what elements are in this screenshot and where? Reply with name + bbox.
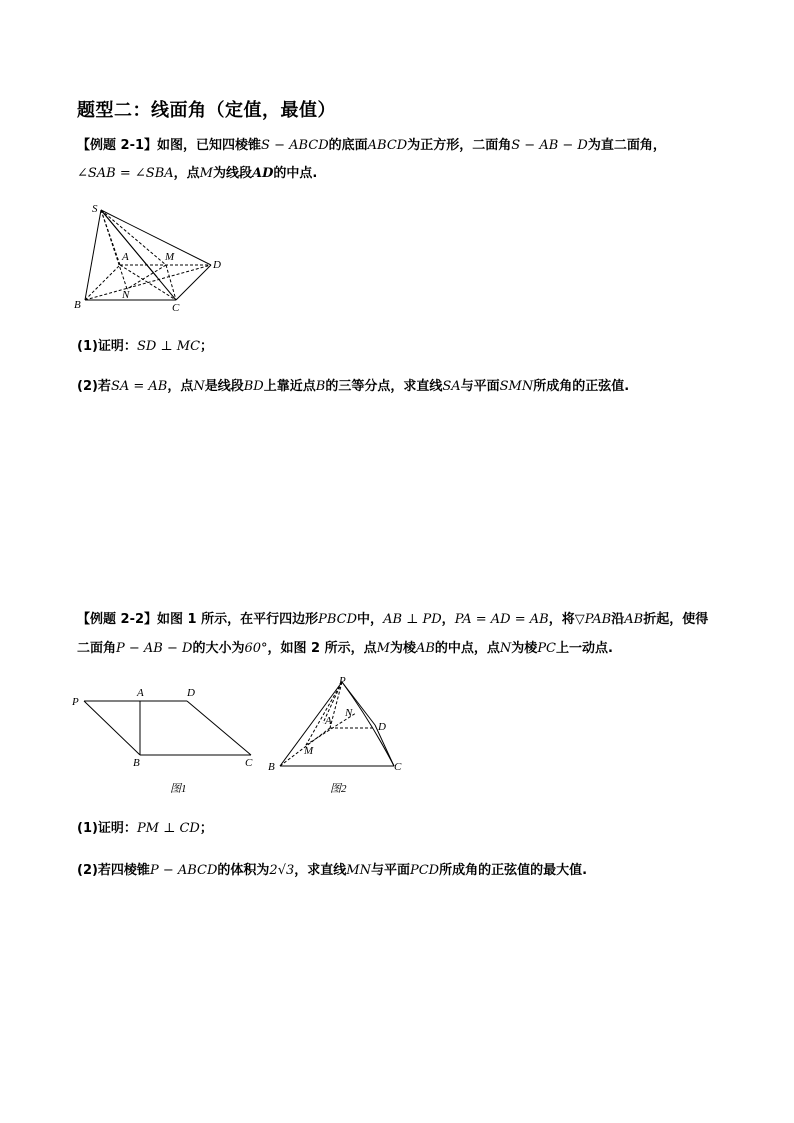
- math: M: [376, 641, 390, 656]
- pyramid-figure-2: [266, 672, 412, 798]
- text: 的体积为: [217, 863, 270, 878]
- pyramid-figure-sabcd: [70, 198, 230, 316]
- label-d: D: [213, 259, 221, 271]
- text: 所成角的正弦值的最大值.: [439, 863, 588, 878]
- text: 的三等分点，求直线: [325, 379, 443, 394]
- text: 的中点，点: [434, 641, 500, 656]
- math: MN: [346, 863, 371, 878]
- text: 为线段: [212, 166, 252, 181]
- text: ；: [199, 821, 213, 836]
- example2-line1: [77, 608, 708, 627]
- math: AB: [624, 612, 644, 627]
- fig2-label-p: P: [339, 675, 346, 687]
- fig2-label-m: M: [304, 745, 314, 757]
- fig2-label-a: A: [325, 715, 332, 727]
- math: M: [199, 166, 213, 181]
- text: 沿: [611, 612, 625, 627]
- math: 2√3: [269, 863, 295, 878]
- text: (1)证明：: [77, 339, 137, 354]
- fig1-label-d: D: [187, 687, 195, 699]
- example1-line2: [77, 162, 317, 181]
- label-a: A: [122, 251, 129, 263]
- text: 如图 1 所示，在平行四边形: [157, 612, 319, 627]
- fig2-label-n: N: [345, 707, 353, 719]
- math: N: [499, 641, 512, 656]
- text: (2)若: [77, 379, 111, 394]
- math: ∠SAB = ∠SBA: [77, 166, 174, 181]
- text: ，点: [167, 379, 194, 394]
- text: 与平面: [460, 379, 500, 394]
- label-m: M: [165, 251, 175, 263]
- math: PBCD: [318, 612, 358, 627]
- math: PA = AD = AB: [454, 612, 549, 627]
- text: 二面角: [77, 641, 117, 656]
- example1-question2: [77, 375, 629, 394]
- example1-question1: [77, 335, 213, 354]
- text: ，点: [173, 166, 200, 181]
- math: 60°: [244, 641, 268, 656]
- math: S − AB − D: [511, 138, 588, 153]
- math: P − ABCD: [149, 863, 218, 878]
- math: PM ⊥ CD: [136, 821, 200, 836]
- parallelogram-figure-1: [66, 682, 266, 798]
- text: ，: [441, 612, 455, 627]
- label-n: N: [122, 289, 130, 301]
- math: B: [315, 379, 326, 394]
- math: AD: [251, 166, 274, 181]
- example1-tag: 【例题 2-1】: [77, 138, 158, 153]
- example2-line2: [77, 637, 613, 656]
- example2-question2: [77, 859, 587, 878]
- text: 为直二面角，: [587, 138, 666, 153]
- section-title: 题型二：线面角（定值，最值）: [77, 100, 336, 121]
- text: 的中点.: [273, 166, 318, 181]
- math: ABCD: [367, 138, 408, 153]
- math: P − AB − D: [116, 641, 193, 656]
- text: 如图，已知四棱锥: [157, 138, 262, 153]
- label-b: B: [74, 299, 81, 311]
- fig1-label-p: P: [72, 696, 79, 708]
- math: AB: [415, 641, 435, 656]
- text: 的底面: [328, 138, 368, 153]
- math: SD ⊥ MC: [136, 339, 201, 354]
- text: (1)证明：: [77, 821, 137, 836]
- text: (2)若四棱锥: [77, 863, 150, 878]
- text: 的大小为: [192, 641, 245, 656]
- math: BD: [243, 379, 264, 394]
- example1-line1: [77, 134, 666, 153]
- text: ，求直线: [294, 863, 347, 878]
- math: SA = AB: [110, 379, 168, 394]
- text: 折起，使得: [643, 612, 709, 627]
- example2-question1: [77, 817, 213, 836]
- math: PC: [537, 641, 557, 656]
- fig1-label-a: A: [137, 687, 144, 699]
- text: ；: [200, 339, 214, 354]
- fig1-caption: 图1: [170, 783, 187, 795]
- text: ，如图 2 所示，点: [267, 641, 377, 656]
- fig2-caption: 图2: [330, 783, 347, 795]
- text: 与平面: [370, 863, 410, 878]
- math: SMN: [499, 379, 534, 394]
- text: 上靠近点: [263, 379, 316, 394]
- text: ，将: [548, 612, 575, 627]
- text: 上一动点.: [556, 641, 613, 656]
- math: AB ⊥ PD: [383, 612, 442, 627]
- fig2-label-c: C: [394, 761, 402, 773]
- example2-tag: 【例题 2-2】: [77, 612, 158, 627]
- math: N: [193, 379, 205, 394]
- fig2-label-b: B: [268, 761, 275, 773]
- text: 为棱: [389, 641, 416, 656]
- math: SA: [442, 379, 461, 394]
- math: PCD: [409, 863, 440, 878]
- label-s: S: [92, 203, 98, 215]
- text: 为正方形，二面角: [407, 138, 512, 153]
- math: S − ABCD: [261, 138, 329, 153]
- fig2-label-d: D: [378, 721, 386, 733]
- text: 是线段: [204, 379, 244, 394]
- text: 所成角的正弦值.: [533, 379, 630, 394]
- fig1-label-c: C: [245, 757, 253, 769]
- text: 中，: [357, 612, 384, 627]
- label-c: C: [172, 302, 180, 314]
- fig1-label-b: B: [133, 757, 140, 769]
- math: ▽PAB: [574, 612, 612, 627]
- text: 为棱: [511, 641, 538, 656]
